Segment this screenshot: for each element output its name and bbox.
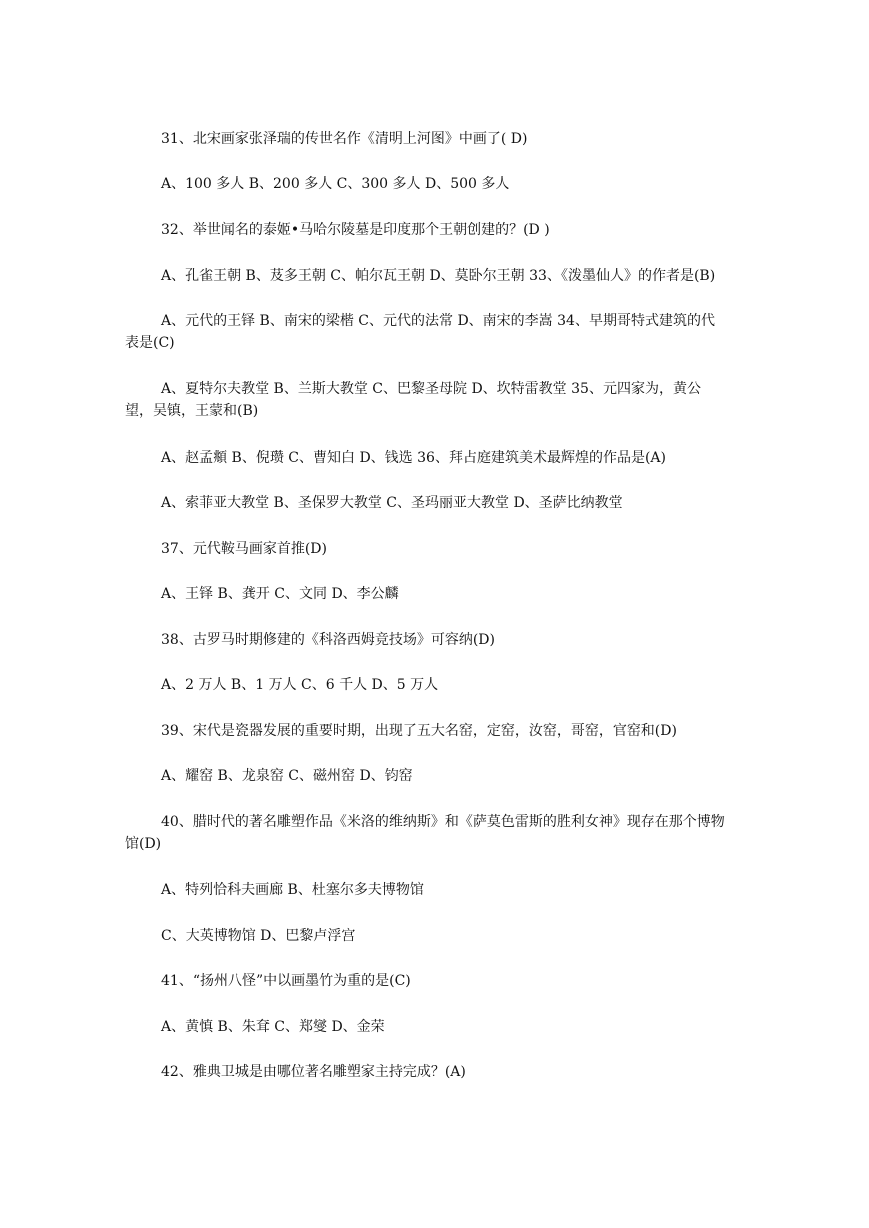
options-36: A、索菲亚大教堂 B、圣保罗大教堂 C、圣玛丽亚大教堂 D、圣萨比纳教堂 — [161, 495, 623, 511]
question-31: 31、北宋画家张泽瑞的传世名作《清明上河图》中画了( D) — [161, 131, 528, 147]
options-31: A、100 多人 B、200 多人 C、300 多人 D、500 多人 — [161, 176, 510, 192]
options-37: A、王铎 B、龚开 C、文同 D、李公麟 — [161, 586, 399, 602]
question-37: 37、元代鞍马画家首推(D) — [161, 541, 327, 557]
options-41: A、黄慎 B、朱耷 C、郑燮 D、金荣 — [161, 1019, 385, 1035]
question-39: 39、宋代是瓷器发展的重要时期，出现了五大名窑，定窑，汝窑，哥窑，官窑和(D) — [161, 723, 677, 739]
options-38: A、2 万人 B、1 万人 C、6 千人 D、5 万人 — [161, 677, 439, 693]
question-40: 40、腊时代的著名雕塑作品《米洛的维纳斯》和《萨莫色雷斯的胜利女神》现存在那个博物馆(D) — [125, 814, 725, 852]
question-41: 41、“扬州八怪”中以画墨竹为重的是(C) — [161, 973, 411, 989]
question-32: 32、举世闻名的泰姬•马哈尔陵墓是印度那个王朝创建的？(D ) — [161, 222, 550, 238]
options-33-question-34: A、元代的王铎 B、南宋的梁楷 C、元代的法常 D、南宋的李嵩 34、早期哥特式建筑的代表是(C) — [125, 313, 715, 351]
options-34-question-35: A、夏特尔夫教堂 B、兰斯大教堂 C、巴黎圣母院 D、坎特雷教堂 35、元四家为，黄公望，吴镇，王蒙和(B) — [125, 381, 701, 419]
question-42: 42、雅典卫城是由哪位著名雕塑家主持完成？(A) — [161, 1064, 466, 1080]
options-40-cd: C、大英博物馆 D、巴黎卢浮宫 — [161, 928, 356, 944]
options-35-question-36: A、赵孟頫 B、倪瓒 C、曹知白 D、钱选 36、拜占庭建筑美术最辉煌的作品是(A) — [161, 450, 666, 466]
options-39: A、耀窑 B、龙泉窑 C、磁州窑 D、钧窑 — [161, 768, 413, 784]
options-40-ab: A、特列恰科夫画廊 B、杜塞尔多夫博物馆 — [161, 882, 424, 898]
question-38: 38、古罗马时期修建的《科洛西姆竞技场》可容纳(D) — [161, 632, 495, 648]
options-32-question-33: A、孔雀王朝 B、芨多王朝 C、帕尔瓦王朝 D、莫卧尔王朝 33、《泼墨仙人》的作者是(B) — [161, 268, 716, 284]
